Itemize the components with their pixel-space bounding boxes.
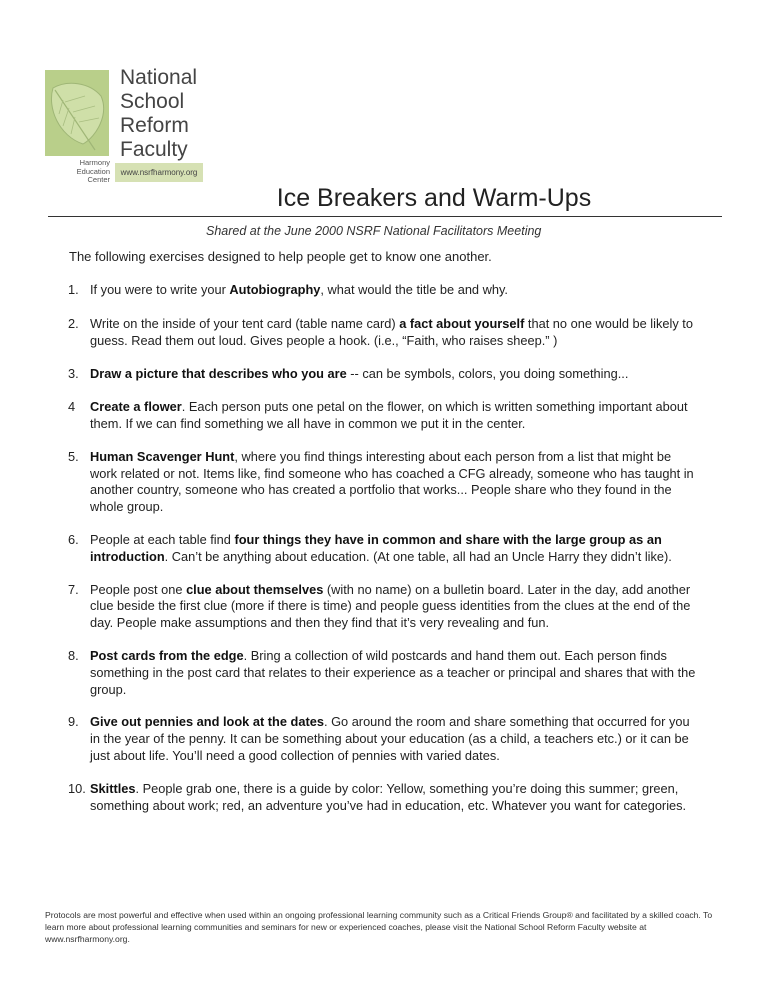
item-number: 5. — [68, 448, 79, 464]
exercise-item — [68, 582, 700, 632]
item-number: 7. — [68, 581, 79, 597]
item-text: (with no name) on a bulletin board. Later in the day, add another clue beside the first clue (more if there is time) and people guess identities from the clues at the end of the day. People make assumptions and then they find that it’s very revealing and fun. — [90, 581, 691, 631]
item-text: . Bring a collection of wild postcards and hand them out. Each person finds something in the post card that relates to their experience as a teacher or principal and shares that with the group. — [90, 647, 696, 697]
item-number: 10. — [68, 780, 86, 796]
item-text: . Can’t be anything about education. (At one table, all had an Uncle Harry they didn’t like). — [164, 548, 672, 564]
title-divider — [48, 216, 722, 217]
item-text: , what would the title be and why. — [320, 282, 508, 297]
logo-leaf-box — [45, 70, 109, 156]
website-url[interactable]: www.nsrfharmony.org — [115, 163, 203, 182]
document-title — [0, 184, 768, 213]
item-text: , where you find things interesting about each person from a list that might be work related or not. Items like, find someone who has coached a CFG already, someone who has taught in another country, someone who has created a portfolio that works... People share who they found in the whole group. — [90, 448, 694, 515]
exercise-item — [68, 282, 700, 299]
item-keyword: a fact about yourself — [399, 315, 525, 331]
org-name-line: National — [120, 66, 198, 89]
footer-note: Protocols are most powerful and effective when used within an ongoing professional learning community such as a Critical Friends Group® and facilitated by a skilled coach. To learn more about professional learning communities and seminars for new or experienced coaches, please visit the National School Reform Faculty website at www.nsrfharmony.org. — [45, 910, 713, 944]
exercise-item — [68, 399, 700, 433]
harmony-line: Education — [76, 166, 110, 176]
item-number: 3. — [68, 366, 79, 382]
item-number: 6. — [68, 531, 79, 547]
org-name-line: Faculty — [120, 138, 188, 161]
item-text: People post one — [90, 581, 187, 597]
item-keyword: Skittles — [90, 780, 136, 796]
item-keyword: Create a flower — [90, 399, 182, 415]
exercise-list — [68, 282, 700, 814]
item-text: Write on the inside of your tent card (table name card) — [90, 315, 400, 331]
item-keyword: Post cards from the edge — [90, 647, 244, 663]
item-keyword: four things they have in common and share with the large group as an introduction — [90, 531, 662, 564]
item-text: . Each person puts one petal on the flower, on which is written something important about them. If we can find something we all have in common we put it in the center. — [90, 399, 688, 431]
harmony-line: Center — [87, 175, 110, 184]
item-keyword: clue about themselves — [186, 581, 324, 597]
item-number: 9. — [68, 714, 79, 730]
exercise-item — [68, 648, 700, 698]
item-number: 4 — [68, 399, 76, 415]
item-text: -- can be symbols, colors, you doing something... — [346, 366, 629, 382]
item-text: If you were to write your — [90, 282, 230, 297]
intro-text: The following exercises designed to help people get to know one another. — [69, 249, 492, 264]
item-text: that no one would be likely to guess. Read them out loud. Gives people a hook. (i.e., “Faith, who raises sheep.” ) — [90, 315, 693, 348]
item-number: 8. — [68, 647, 79, 663]
organization-name — [120, 66, 197, 162]
document-subtitle: Shared at the June 2000 NSRF National Facilitators Meeting — [206, 224, 542, 238]
exercise-item — [68, 781, 700, 815]
leaf-icon — [45, 70, 109, 156]
item-number: 1. — [68, 282, 79, 297]
item-text: . People grab one, there is a guide by color: Yellow, something you’re doing this summer; green, something about work; red, an adventure you’ve had in education, etc. Whatever you want for categories. — [90, 780, 687, 813]
item-number: 2. — [68, 315, 79, 331]
item-text: . Go around the room and share something that occurred for you in the year of the penny. It can be something about your education (as a child, a teachers etc.) or it can be just about life. You’ll need a good collection of pennies with varied dates. — [90, 714, 690, 763]
exercise-item — [68, 316, 700, 350]
exercise-item — [68, 449, 700, 516]
item-keyword: Autobiography — [229, 282, 321, 297]
org-name-line: Reform — [120, 114, 189, 137]
exercise-item — [68, 366, 700, 383]
item-text: People at each table find — [90, 531, 235, 547]
document-title-text: Ice Breakers and Warm-Ups — [276, 184, 592, 212]
org-name-line: School — [120, 90, 185, 113]
exercise-item — [68, 714, 700, 764]
exercise-item — [68, 532, 700, 566]
item-keyword: Give out pennies and look at the dates — [90, 714, 324, 730]
harmony-center-label — [58, 159, 110, 185]
item-keyword: Human Scavenger Hunt — [90, 448, 235, 464]
harmony-line: Harmony — [79, 158, 110, 167]
item-keyword: Draw a picture that describes who you are — [90, 366, 347, 382]
